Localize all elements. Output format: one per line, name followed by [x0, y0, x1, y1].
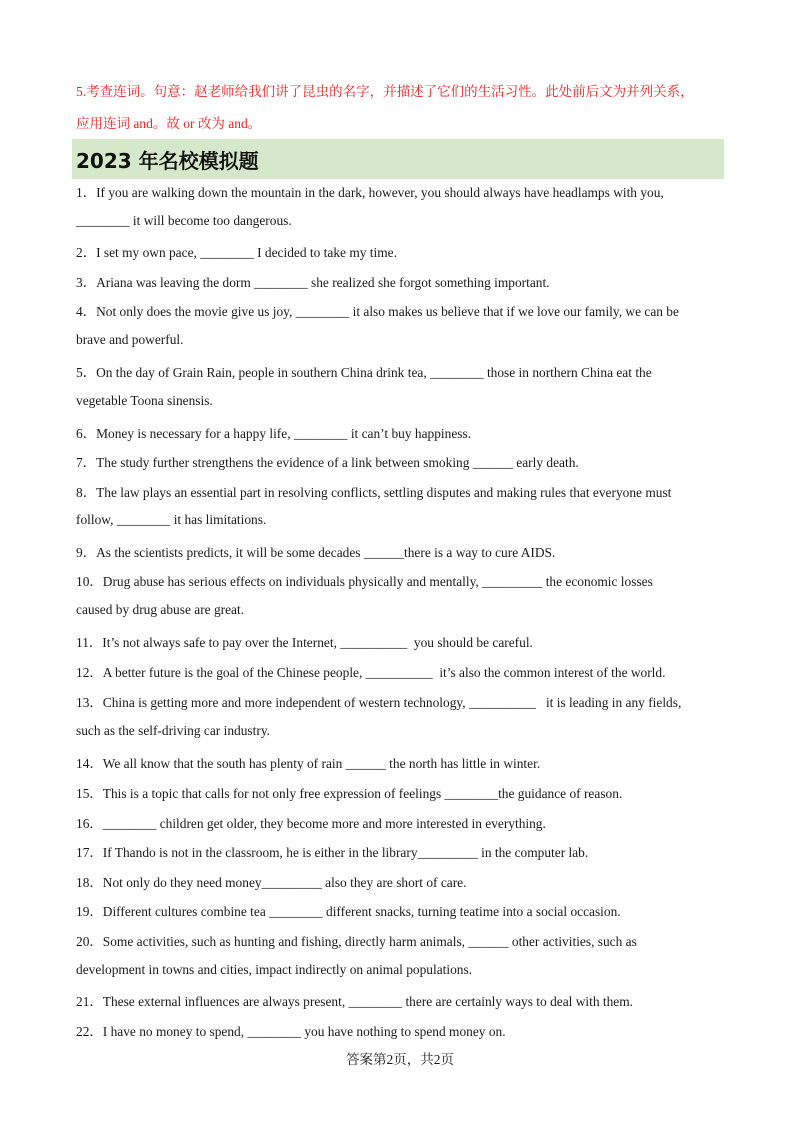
question-line: such as the self-driving car industry.: [76, 723, 270, 738]
question-line: 9．As the scientists predicts, it will be some decades ______there is a way to cure AIDS.: [76, 545, 556, 560]
answer-note-line-2: 应用连词 and。故 or 改为 and。: [76, 116, 262, 131]
question-line: 7．The study further strengthens the evidence of a link between smoking ______ early death.: [76, 455, 579, 470]
question-line: 22．I have no money to spend, ________ you have nothing to spend money on.: [76, 1024, 506, 1039]
question-line: ________ it will become too dangerous.: [76, 213, 292, 228]
section-header-bar: [72, 139, 724, 179]
question-line: 8．The law plays an essential part in resolving conflicts, settling disputes and making rules that everyone must: [76, 485, 672, 500]
question-line: 6．Money is necessary for a happy life, ________ it can’t buy happiness.: [76, 426, 472, 441]
question-line: 20．Some activities, such as hunting and fishing, directly harm animals, ______ other activities, such as: [76, 934, 637, 949]
question-line: 2．I set my own pace, ________ I decided to take my time.: [76, 245, 397, 260]
question-line: brave and powerful.: [76, 332, 184, 347]
question-line: development in towns and cities, impact indirectly on animal populations.: [76, 962, 473, 977]
question-line: vegetable Toona sinensis.: [76, 393, 213, 408]
question-line: 18．Not only do they need money_________ also they are short of care.: [76, 875, 467, 890]
question-line: 4．Not only does the movie give us joy, ________ it also makes us believe that if we love our family, we can be: [76, 304, 679, 319]
question-line: 16．________ children get older, they become more and more interested in everything.: [76, 816, 546, 831]
question-line: 11．It’s not always safe to pay over the Internet, __________ you should be careful.: [76, 635, 533, 650]
question-line: 10．Drug abuse has serious effects on individuals physically and mentally, _________ the economic losses: [76, 574, 653, 589]
question-line: 1．If you are walking down the mountain in the dark, however, you should always have headlamps with you,: [76, 185, 664, 200]
question-line: 17．If Thando is not in the classroom, he is either in the library_________ in the computer lab.: [76, 845, 589, 860]
question-line: follow, ________ it has limitations.: [76, 512, 267, 527]
question-line: caused by drug abuse are great.: [76, 602, 245, 617]
question-line: 3．Ariana was leaving the dorm ________ she realized she forgot something important.: [76, 275, 550, 290]
question-line: 21．These external influences are always present, ________ there are certainly ways to deal with them.: [76, 994, 633, 1009]
question-line: 13．China is getting more and more independent of western technology, __________ it is leading in any fields,: [76, 695, 682, 710]
question-line: 19．Different cultures combine tea ________ different snacks, turning teatime into a social occasion.: [76, 904, 621, 919]
question-line: 15．This is a topic that calls for not only free expression of feelings ________the guidance of reason.: [76, 786, 623, 801]
question-line: 5．On the day of Grain Rain, people in southern China drink tea, ________ those in northern China eat the: [76, 365, 652, 380]
answer-note-line-1: 5.考查连词。句意：赵老师给我们讲了昆虫的名字，并描述了它们的生活习性。此处前后文为并列关系，: [76, 84, 694, 99]
question-line: 12．A better future is the goal of the Chinese people, __________ it’s also the common interest of the world.: [76, 665, 666, 680]
question-line: 14．We all know that the south has plenty of rain ______ the north has little in winter.: [76, 756, 541, 771]
section-title: 2023 年名校模拟题: [76, 149, 259, 173]
page-footer: 答案第2页，共2页: [346, 1052, 454, 1067]
